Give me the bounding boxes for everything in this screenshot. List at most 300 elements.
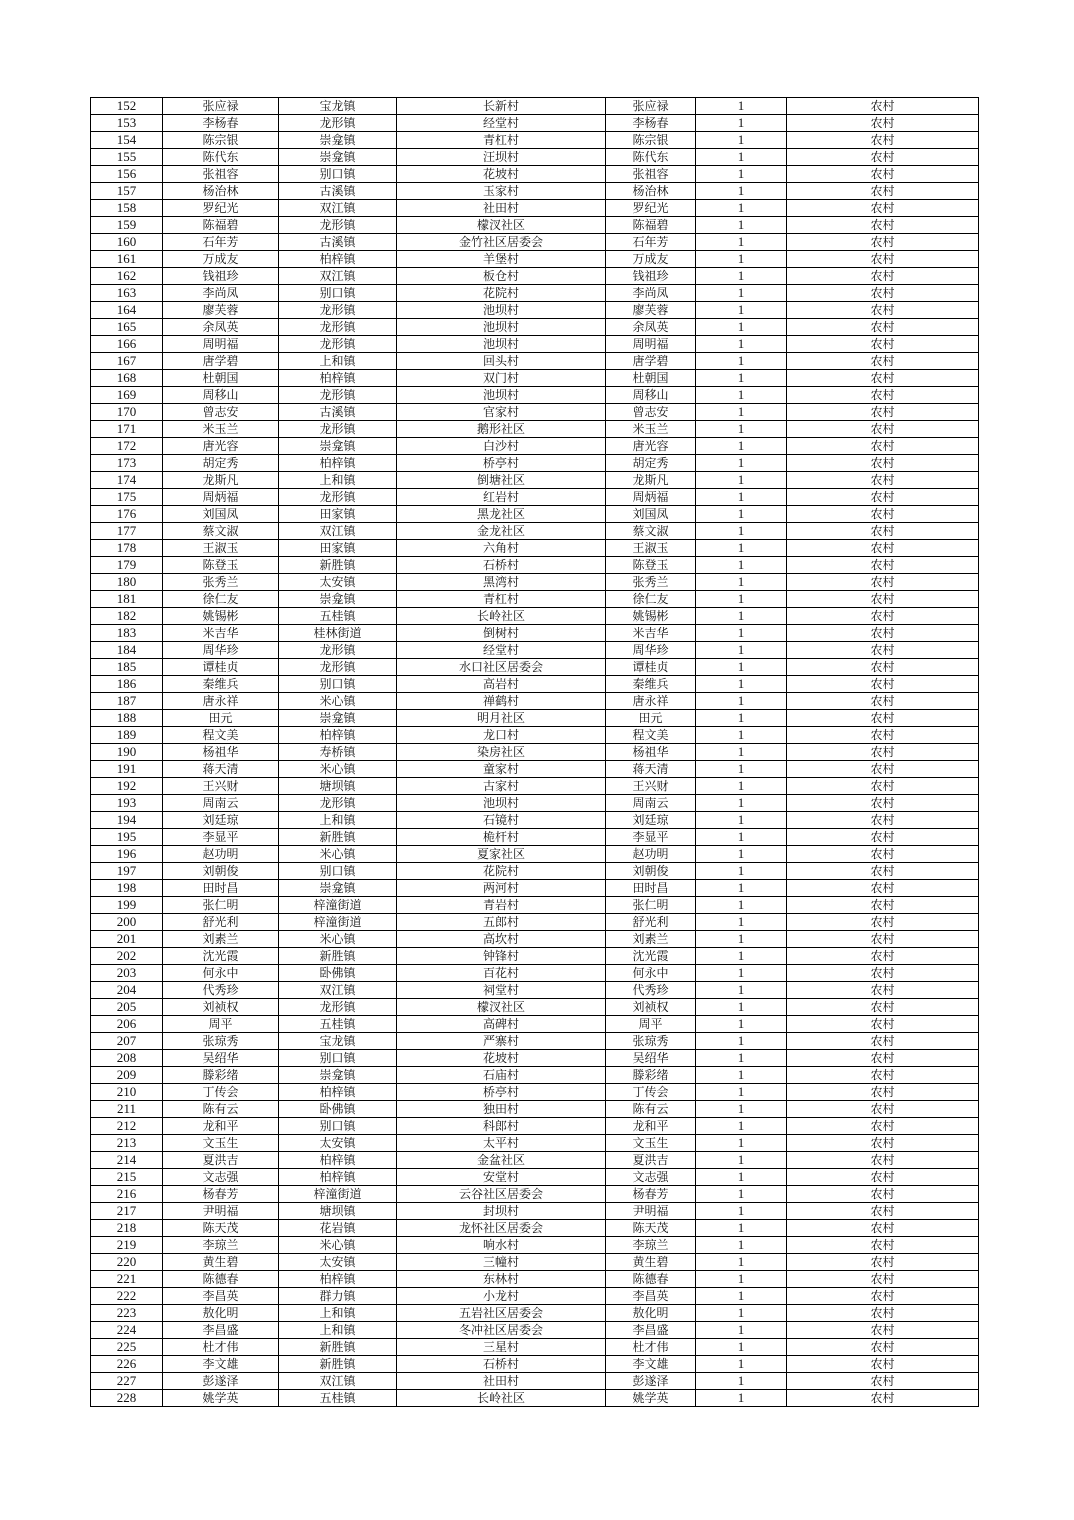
village-cell: 青杠村 xyxy=(397,132,606,149)
recipient-name-cell: 杜才伟 xyxy=(606,1339,696,1356)
town-cell: 田家镇 xyxy=(279,506,397,523)
recipient-name-cell: 唐学碧 xyxy=(606,353,696,370)
person-name-cell: 文玉生 xyxy=(163,1135,279,1152)
recipient-name-cell: 彭遂泽 xyxy=(606,1373,696,1390)
category-cell: 农村 xyxy=(787,1220,979,1237)
count-cell: 1 xyxy=(696,727,787,744)
category-cell: 农村 xyxy=(787,1067,979,1084)
person-name-cell: 杜朝国 xyxy=(163,370,279,387)
category-cell: 农村 xyxy=(787,761,979,778)
person-name-cell: 周炳福 xyxy=(163,489,279,506)
person-name-cell: 杨祖华 xyxy=(163,744,279,761)
village-cell: 钟锋村 xyxy=(397,948,606,965)
table-row xyxy=(91,166,979,183)
count-cell: 1 xyxy=(696,1322,787,1339)
town-cell: 龙形镇 xyxy=(279,336,397,353)
village-cell: 科郎村 xyxy=(397,1118,606,1135)
count-cell: 1 xyxy=(696,659,787,676)
village-cell: 金龙社区 xyxy=(397,523,606,540)
table-row xyxy=(91,863,979,880)
town-cell: 龙形镇 xyxy=(279,302,397,319)
row-number-cell: 180 xyxy=(91,574,163,591)
table-row xyxy=(91,659,979,676)
village-cell: 羊堡村 xyxy=(397,251,606,268)
category-cell: 农村 xyxy=(787,319,979,336)
recipient-name-cell: 周南云 xyxy=(606,795,696,812)
recipient-name-cell: 黄生碧 xyxy=(606,1254,696,1271)
village-cell: 六角村 xyxy=(397,540,606,557)
count-cell: 1 xyxy=(696,302,787,319)
table-row xyxy=(91,948,979,965)
recipient-name-cell: 陈有云 xyxy=(606,1101,696,1118)
person-name-cell: 钱祖珍 xyxy=(163,268,279,285)
table-row xyxy=(91,897,979,914)
row-number-cell: 173 xyxy=(91,455,163,472)
row-number-cell: 171 xyxy=(91,421,163,438)
row-number-cell: 161 xyxy=(91,251,163,268)
table-row xyxy=(91,812,979,829)
count-cell: 1 xyxy=(696,1271,787,1288)
village-cell: 池坝村 xyxy=(397,387,606,404)
count-cell: 1 xyxy=(696,880,787,897)
person-name-cell: 陈天茂 xyxy=(163,1220,279,1237)
count-cell: 1 xyxy=(696,863,787,880)
category-cell: 农村 xyxy=(787,1339,979,1356)
town-cell: 古溪镇 xyxy=(279,404,397,421)
table-row xyxy=(91,1373,979,1390)
village-cell: 童家村 xyxy=(397,761,606,778)
recipient-name-cell: 吴绍华 xyxy=(606,1050,696,1067)
person-name-cell: 杨春芳 xyxy=(163,1186,279,1203)
town-cell: 上和镇 xyxy=(279,472,397,489)
row-number-cell: 194 xyxy=(91,812,163,829)
person-name-cell: 王淑玉 xyxy=(163,540,279,557)
recipient-name-cell: 田时昌 xyxy=(606,880,696,897)
count-cell: 1 xyxy=(696,251,787,268)
person-name-cell: 廖芙蓉 xyxy=(163,302,279,319)
category-cell: 农村 xyxy=(787,540,979,557)
person-name-cell: 陈登玉 xyxy=(163,557,279,574)
category-cell: 农村 xyxy=(787,1305,979,1322)
row-number-cell: 168 xyxy=(91,370,163,387)
category-cell: 农村 xyxy=(787,931,979,948)
town-cell: 群力镇 xyxy=(279,1288,397,1305)
recipient-name-cell: 秦维兵 xyxy=(606,676,696,693)
village-cell: 池坝村 xyxy=(397,319,606,336)
recipient-name-cell: 余凤英 xyxy=(606,319,696,336)
category-cell: 农村 xyxy=(787,370,979,387)
row-number-cell: 208 xyxy=(91,1050,163,1067)
village-cell: 严寨村 xyxy=(397,1033,606,1050)
village-cell: 官家村 xyxy=(397,404,606,421)
row-number-cell: 178 xyxy=(91,540,163,557)
village-cell: 五郎村 xyxy=(397,914,606,931)
town-cell: 五桂镇 xyxy=(279,1016,397,1033)
table-row xyxy=(91,1203,979,1220)
category-cell: 农村 xyxy=(787,1237,979,1254)
town-cell: 塘坝镇 xyxy=(279,778,397,795)
count-cell: 1 xyxy=(696,999,787,1016)
table-row xyxy=(91,846,979,863)
category-cell: 农村 xyxy=(787,234,979,251)
person-name-cell: 陈宗银 xyxy=(163,132,279,149)
count-cell: 1 xyxy=(696,115,787,132)
person-name-cell: 周明福 xyxy=(163,336,279,353)
count-cell: 1 xyxy=(696,761,787,778)
count-cell: 1 xyxy=(696,268,787,285)
recipient-name-cell: 文玉生 xyxy=(606,1135,696,1152)
row-number-cell: 164 xyxy=(91,302,163,319)
count-cell: 1 xyxy=(696,1373,787,1390)
town-cell: 崇龛镇 xyxy=(279,132,397,149)
town-cell: 米心镇 xyxy=(279,761,397,778)
person-name-cell: 胡定秀 xyxy=(163,455,279,472)
recipient-name-cell: 陈福碧 xyxy=(606,217,696,234)
recipient-name-cell: 唐光容 xyxy=(606,438,696,455)
person-name-cell: 秦维兵 xyxy=(163,676,279,693)
row-number-cell: 175 xyxy=(91,489,163,506)
village-cell: 鹅形社区 xyxy=(397,421,606,438)
table-row xyxy=(91,438,979,455)
count-cell: 1 xyxy=(696,1016,787,1033)
recipient-name-cell: 刘素兰 xyxy=(606,931,696,948)
table-row xyxy=(91,1288,979,1305)
recipient-name-cell: 田元 xyxy=(606,710,696,727)
town-cell: 新胜镇 xyxy=(279,948,397,965)
category-cell: 农村 xyxy=(787,1016,979,1033)
recipient-name-cell: 陈宗银 xyxy=(606,132,696,149)
recipient-name-cell: 谭桂贞 xyxy=(606,659,696,676)
row-number-cell: 179 xyxy=(91,557,163,574)
town-cell: 龙形镇 xyxy=(279,489,397,506)
count-cell: 1 xyxy=(696,1356,787,1373)
person-name-cell: 陈德春 xyxy=(163,1271,279,1288)
town-cell: 梓潼街道 xyxy=(279,897,397,914)
person-name-cell: 陈福碧 xyxy=(163,217,279,234)
category-cell: 农村 xyxy=(787,1050,979,1067)
count-cell: 1 xyxy=(696,1390,787,1407)
row-number-cell: 155 xyxy=(91,149,163,166)
table-row xyxy=(91,574,979,591)
town-cell: 新胜镇 xyxy=(279,1356,397,1373)
count-cell: 1 xyxy=(696,166,787,183)
category-cell: 农村 xyxy=(787,1101,979,1118)
town-cell: 崇龛镇 xyxy=(279,880,397,897)
person-name-cell: 石年芳 xyxy=(163,234,279,251)
row-number-cell: 214 xyxy=(91,1152,163,1169)
table-row xyxy=(91,421,979,438)
category-cell: 农村 xyxy=(787,1254,979,1271)
row-number-cell: 193 xyxy=(91,795,163,812)
recipient-name-cell: 姚锡彬 xyxy=(606,608,696,625)
count-cell: 1 xyxy=(696,1254,787,1271)
table-row xyxy=(91,489,979,506)
count-cell: 1 xyxy=(696,693,787,710)
person-name-cell: 龙斯凡 xyxy=(163,472,279,489)
village-cell: 龙口村 xyxy=(397,727,606,744)
category-cell: 农村 xyxy=(787,1373,979,1390)
person-name-cell: 丁传会 xyxy=(163,1084,279,1101)
table-row xyxy=(91,982,979,999)
recipient-name-cell: 李昌盛 xyxy=(606,1322,696,1339)
table-row xyxy=(91,1084,979,1101)
village-cell: 花坡村 xyxy=(397,166,606,183)
category-cell: 农村 xyxy=(787,625,979,642)
table-row xyxy=(91,625,979,642)
town-cell: 柏梓镇 xyxy=(279,1169,397,1186)
table-row xyxy=(91,1237,979,1254)
table-row xyxy=(91,149,979,166)
person-name-cell: 文志强 xyxy=(163,1169,279,1186)
table-row xyxy=(91,404,979,421)
town-cell: 米心镇 xyxy=(279,693,397,710)
count-cell: 1 xyxy=(696,676,787,693)
recipient-name-cell: 周平 xyxy=(606,1016,696,1033)
recipient-name-cell: 龙和平 xyxy=(606,1118,696,1135)
person-name-cell: 姚学英 xyxy=(163,1390,279,1407)
row-number-cell: 184 xyxy=(91,642,163,659)
town-cell: 卧佛镇 xyxy=(279,1101,397,1118)
category-cell: 农村 xyxy=(787,1288,979,1305)
village-cell: 檬汊社区 xyxy=(397,217,606,234)
town-cell: 米心镇 xyxy=(279,1237,397,1254)
category-cell: 农村 xyxy=(787,812,979,829)
table-row xyxy=(91,1118,979,1135)
town-cell: 崇龛镇 xyxy=(279,438,397,455)
village-cell: 池坝村 xyxy=(397,302,606,319)
category-cell: 农村 xyxy=(787,166,979,183)
row-number-cell: 200 xyxy=(91,914,163,931)
town-cell: 龙形镇 xyxy=(279,795,397,812)
table-row xyxy=(91,880,979,897)
person-name-cell: 李琼兰 xyxy=(163,1237,279,1254)
category-cell: 农村 xyxy=(787,1169,979,1186)
person-name-cell: 王兴财 xyxy=(163,778,279,795)
person-name-cell: 龙和平 xyxy=(163,1118,279,1135)
village-cell: 独田村 xyxy=(397,1101,606,1118)
town-cell: 双江镇 xyxy=(279,523,397,540)
village-cell: 青杠村 xyxy=(397,591,606,608)
count-cell: 1 xyxy=(696,591,787,608)
town-cell: 卧佛镇 xyxy=(279,965,397,982)
table-row xyxy=(91,132,979,149)
count-cell: 1 xyxy=(696,931,787,948)
person-name-cell: 蔡文淑 xyxy=(163,523,279,540)
category-cell: 农村 xyxy=(787,98,979,115)
category-cell: 农村 xyxy=(787,693,979,710)
category-cell: 农村 xyxy=(787,1152,979,1169)
count-cell: 1 xyxy=(696,1305,787,1322)
count-cell: 1 xyxy=(696,1067,787,1084)
row-number-cell: 162 xyxy=(91,268,163,285)
person-name-cell: 代秀珍 xyxy=(163,982,279,999)
recipient-name-cell: 代秀珍 xyxy=(606,982,696,999)
count-cell: 1 xyxy=(696,319,787,336)
town-cell: 塘坝镇 xyxy=(279,1203,397,1220)
count-cell: 1 xyxy=(696,608,787,625)
town-cell: 柏梓镇 xyxy=(279,455,397,472)
category-cell: 农村 xyxy=(787,149,979,166)
person-name-cell: 尹明福 xyxy=(163,1203,279,1220)
row-number-cell: 186 xyxy=(91,676,163,693)
category-cell: 农村 xyxy=(787,642,979,659)
town-cell: 花岩镇 xyxy=(279,1220,397,1237)
row-number-cell: 192 xyxy=(91,778,163,795)
row-number-cell: 157 xyxy=(91,183,163,200)
village-cell: 黑龙社区 xyxy=(397,506,606,523)
town-cell: 五桂镇 xyxy=(279,1390,397,1407)
category-cell: 农村 xyxy=(787,404,979,421)
row-number-cell: 210 xyxy=(91,1084,163,1101)
count-cell: 1 xyxy=(696,1169,787,1186)
row-number-cell: 189 xyxy=(91,727,163,744)
village-cell: 黑湾村 xyxy=(397,574,606,591)
recipient-name-cell: 李琼兰 xyxy=(606,1237,696,1254)
category-cell: 农村 xyxy=(787,506,979,523)
row-number-cell: 198 xyxy=(91,880,163,897)
table-row xyxy=(91,234,979,251)
row-number-cell: 218 xyxy=(91,1220,163,1237)
row-number-cell: 195 xyxy=(91,829,163,846)
recipient-name-cell: 王兴财 xyxy=(606,778,696,795)
count-cell: 1 xyxy=(696,574,787,591)
count-cell: 1 xyxy=(696,472,787,489)
village-cell: 龙怀社区居委会 xyxy=(397,1220,606,1237)
town-cell: 柏梓镇 xyxy=(279,1152,397,1169)
recipient-name-cell: 周移山 xyxy=(606,387,696,404)
category-cell: 农村 xyxy=(787,1033,979,1050)
table-row xyxy=(91,251,979,268)
count-cell: 1 xyxy=(696,846,787,863)
town-cell: 双江镇 xyxy=(279,1373,397,1390)
row-number-cell: 182 xyxy=(91,608,163,625)
town-cell: 别口镇 xyxy=(279,676,397,693)
table-row xyxy=(91,1067,979,1084)
row-number-cell: 215 xyxy=(91,1169,163,1186)
count-cell: 1 xyxy=(696,1050,787,1067)
town-cell: 龙形镇 xyxy=(279,659,397,676)
person-name-cell: 唐学碧 xyxy=(163,353,279,370)
row-number-cell: 153 xyxy=(91,115,163,132)
count-cell: 1 xyxy=(696,132,787,149)
recipient-name-cell: 刘廷琼 xyxy=(606,812,696,829)
category-cell: 农村 xyxy=(787,914,979,931)
town-cell: 龙形镇 xyxy=(279,642,397,659)
table-row xyxy=(91,268,979,285)
person-name-cell: 唐永祥 xyxy=(163,693,279,710)
town-cell: 新胜镇 xyxy=(279,557,397,574)
category-cell: 农村 xyxy=(787,455,979,472)
recipient-name-cell: 夏洪吉 xyxy=(606,1152,696,1169)
village-cell: 云谷社区居委会 xyxy=(397,1186,606,1203)
town-cell: 上和镇 xyxy=(279,1305,397,1322)
recipient-name-cell: 尹明福 xyxy=(606,1203,696,1220)
town-cell: 龙形镇 xyxy=(279,387,397,404)
town-cell: 双江镇 xyxy=(279,200,397,217)
recipient-name-cell: 杨祖华 xyxy=(606,744,696,761)
table-row xyxy=(91,608,979,625)
row-number-cell: 191 xyxy=(91,761,163,778)
town-cell: 崇龛镇 xyxy=(279,149,397,166)
recipient-name-cell: 唐永祥 xyxy=(606,693,696,710)
recipient-name-cell: 王淑玉 xyxy=(606,540,696,557)
row-number-cell: 207 xyxy=(91,1033,163,1050)
town-cell: 龙形镇 xyxy=(279,115,397,132)
recipient-name-cell: 周明福 xyxy=(606,336,696,353)
count-cell: 1 xyxy=(696,1237,787,1254)
row-number-cell: 185 xyxy=(91,659,163,676)
village-cell: 桥亭村 xyxy=(397,455,606,472)
town-cell: 宝龙镇 xyxy=(279,1033,397,1050)
category-cell: 农村 xyxy=(787,489,979,506)
row-number-cell: 202 xyxy=(91,948,163,965)
count-cell: 1 xyxy=(696,1152,787,1169)
table-row xyxy=(91,1356,979,1373)
row-number-cell: 172 xyxy=(91,438,163,455)
recipient-name-cell: 刘朝俊 xyxy=(606,863,696,880)
town-cell: 古溪镇 xyxy=(279,234,397,251)
row-number-cell: 222 xyxy=(91,1288,163,1305)
row-number-cell: 219 xyxy=(91,1237,163,1254)
town-cell: 上和镇 xyxy=(279,812,397,829)
town-cell: 柏梓镇 xyxy=(279,1271,397,1288)
town-cell: 上和镇 xyxy=(279,353,397,370)
records-table xyxy=(90,97,979,1407)
person-name-cell: 刘祯权 xyxy=(163,999,279,1016)
row-number-cell: 209 xyxy=(91,1067,163,1084)
recipient-name-cell: 滕彩绪 xyxy=(606,1067,696,1084)
person-name-cell: 米吉华 xyxy=(163,625,279,642)
table-row xyxy=(91,1016,979,1033)
town-cell: 别口镇 xyxy=(279,1118,397,1135)
recipient-name-cell: 李杨春 xyxy=(606,115,696,132)
count-cell: 1 xyxy=(696,1203,787,1220)
village-cell: 石庙村 xyxy=(397,1067,606,1084)
table-row xyxy=(91,693,979,710)
table-row xyxy=(91,642,979,659)
category-cell: 农村 xyxy=(787,336,979,353)
village-cell: 封坝村 xyxy=(397,1203,606,1220)
town-cell: 太安镇 xyxy=(279,1254,397,1271)
village-cell: 石镜村 xyxy=(397,812,606,829)
row-number-cell: 196 xyxy=(91,846,163,863)
category-cell: 农村 xyxy=(787,863,979,880)
row-number-cell: 228 xyxy=(91,1390,163,1407)
row-number-cell: 177 xyxy=(91,523,163,540)
village-cell: 檬汊社区 xyxy=(397,999,606,1016)
count-cell: 1 xyxy=(696,285,787,302)
village-cell: 三星村 xyxy=(397,1339,606,1356)
row-number-cell: 181 xyxy=(91,591,163,608)
count-cell: 1 xyxy=(696,183,787,200)
town-cell: 梓潼街道 xyxy=(279,1186,397,1203)
count-cell: 1 xyxy=(696,744,787,761)
category-cell: 农村 xyxy=(787,1203,979,1220)
count-cell: 1 xyxy=(696,642,787,659)
town-cell: 田家镇 xyxy=(279,540,397,557)
count-cell: 1 xyxy=(696,829,787,846)
recipient-name-cell: 陈代东 xyxy=(606,149,696,166)
village-cell: 倒树村 xyxy=(397,625,606,642)
person-name-cell: 田元 xyxy=(163,710,279,727)
person-name-cell: 谭桂贞 xyxy=(163,659,279,676)
row-number-cell: 206 xyxy=(91,1016,163,1033)
person-name-cell: 张琼秀 xyxy=(163,1033,279,1050)
village-cell: 板仓村 xyxy=(397,268,606,285)
recipient-name-cell: 张秀兰 xyxy=(606,574,696,591)
town-cell: 新胜镇 xyxy=(279,829,397,846)
count-cell: 1 xyxy=(696,387,787,404)
